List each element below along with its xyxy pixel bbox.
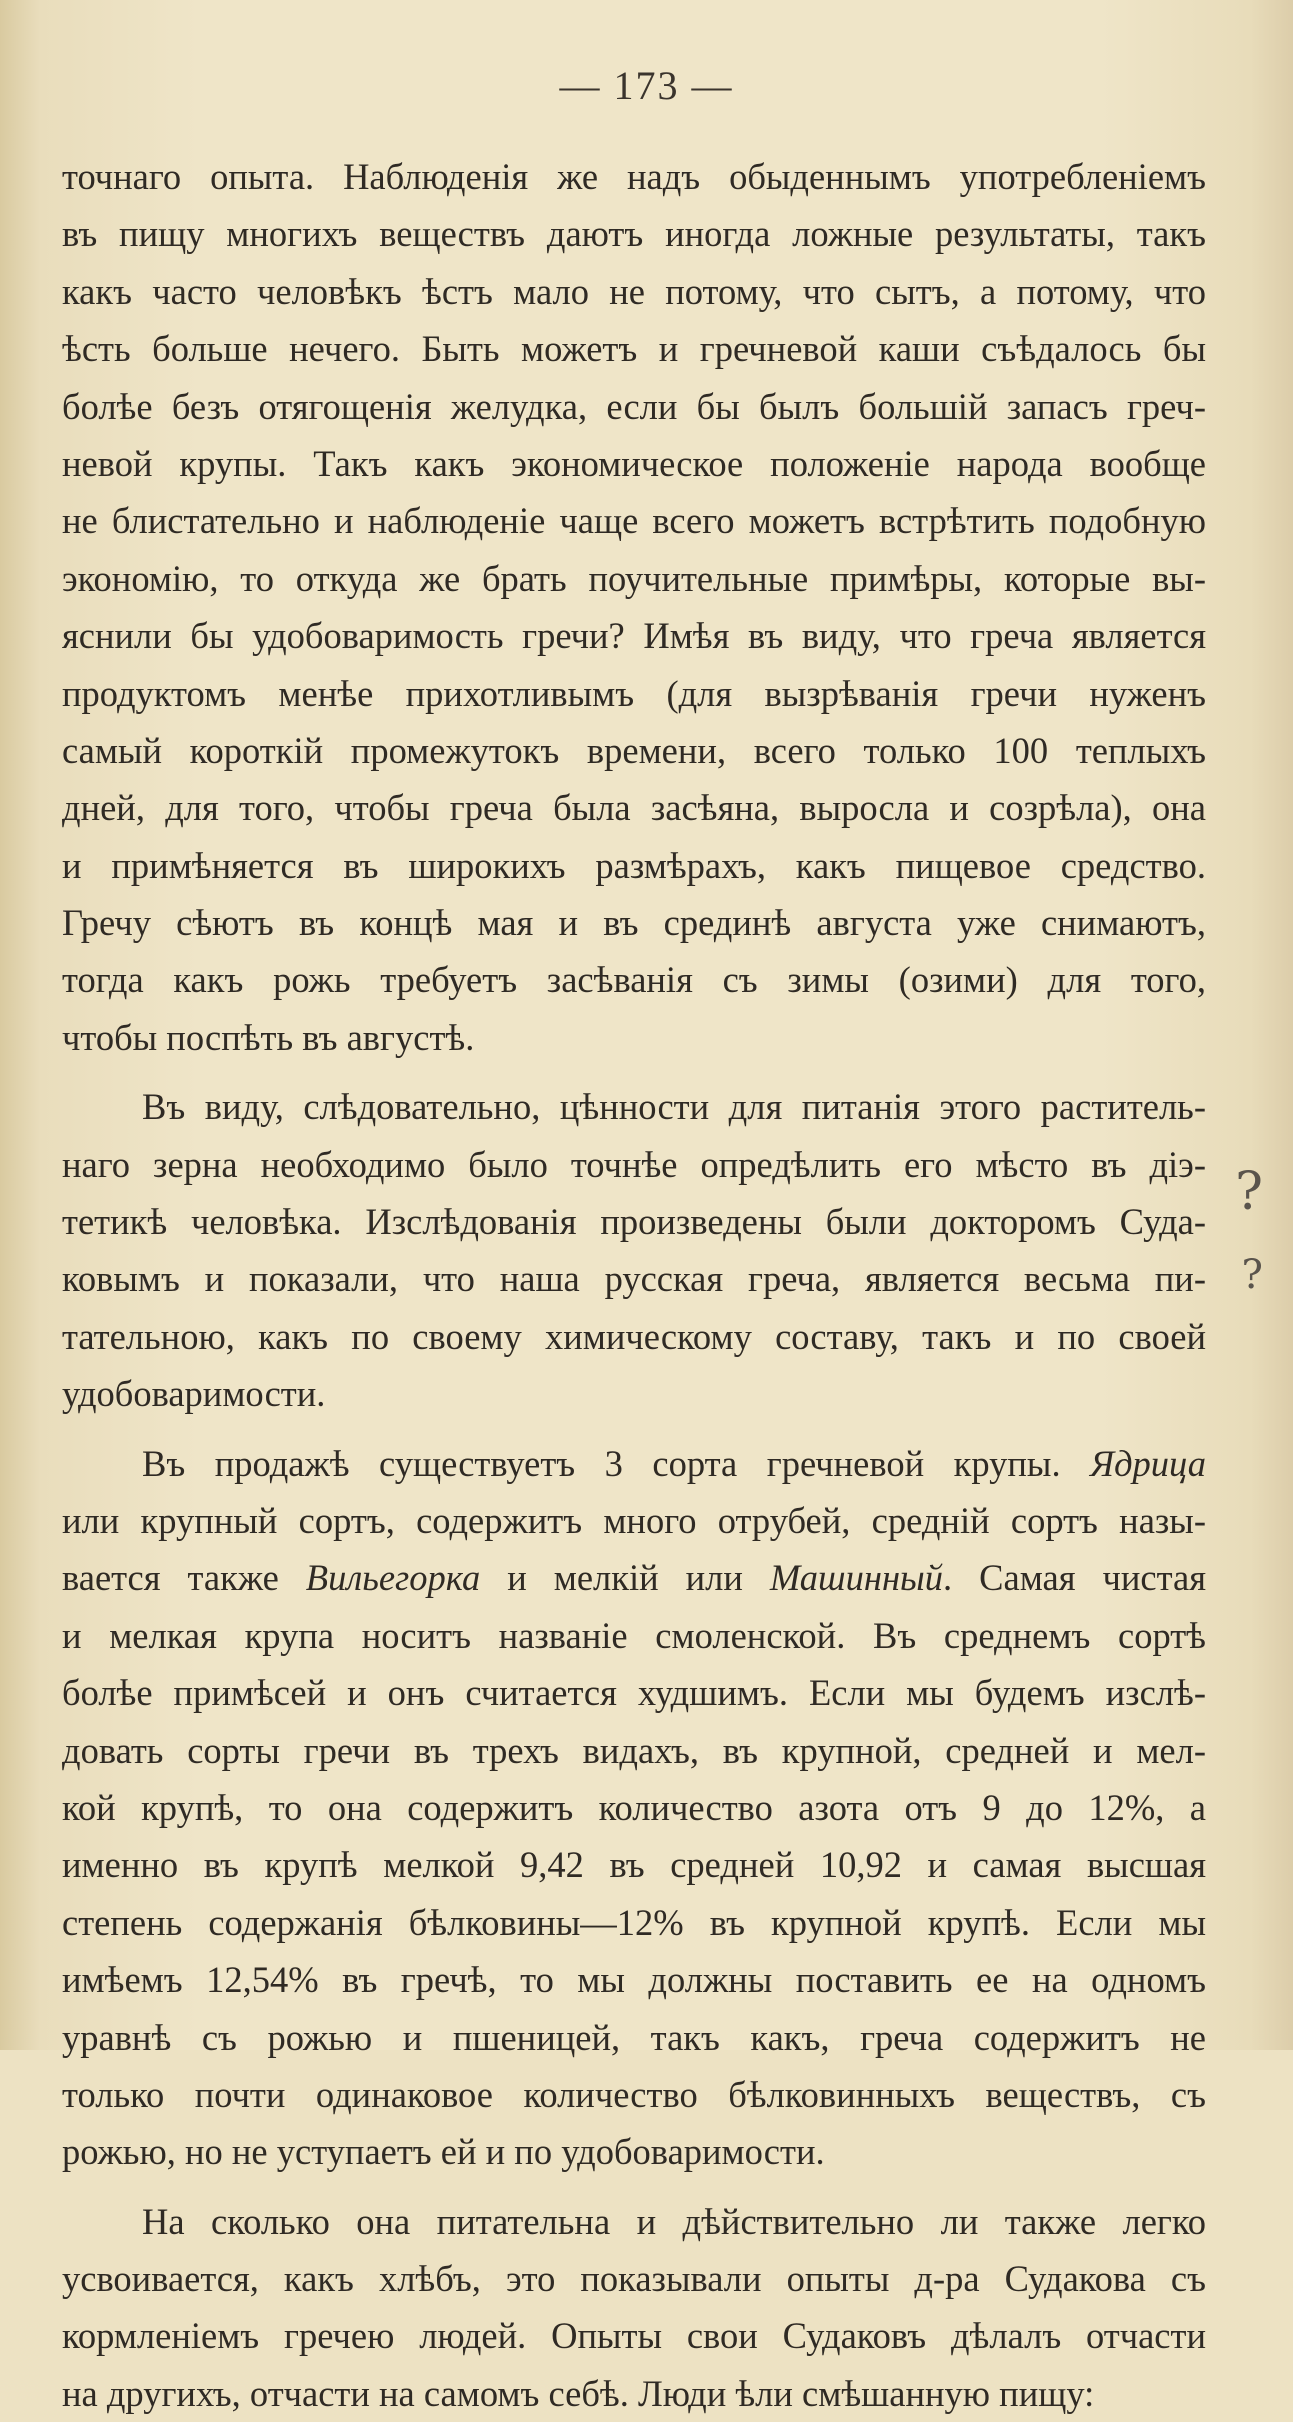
italic-term: Машинный	[769, 1557, 944, 1599]
text-line	[62, 2307, 1206, 2364]
text-segment: . Самая чистая	[943, 1557, 1206, 1599]
text-segment: степень содержанія бѣлковины—12% въ крупной крупѣ. Если мы	[62, 1901, 1206, 1943]
text-segment: продуктомъ менѣе прихотливымъ (для вызрѣванія гречи нуженъ	[62, 672, 1206, 714]
text-line	[62, 148, 1206, 205]
text-segment: не блистательно и наблюденіе чаще всего можетъ встрѣтить подобную	[62, 500, 1206, 542]
text-line	[62, 1894, 1206, 1951]
text-line	[62, 837, 1206, 894]
margin-note-question: ?	[1235, 1162, 1263, 1222]
text-segment: точнаго опыта. Наблюденія же надъ обыденнымъ употребленіемъ	[62, 156, 1206, 197]
text-segment: имѣемъ 12,54% въ гречѣ, то мы должны поставить ее на одномъ	[62, 1959, 1206, 2001]
text-line	[62, 2250, 1206, 2307]
text-line	[62, 665, 1206, 722]
text-segment: именно въ крупѣ мелкой 9,42 въ средней 10,92 и самая высшая	[62, 1844, 1206, 1886]
text-segment: тательною, какъ по своему химическому составу, такъ и по своей	[62, 1315, 1206, 1357]
text-line	[62, 492, 1206, 549]
text-segment: въ пищу многихъ веществъ даютъ иногда ложные результаты, такъ	[62, 213, 1206, 255]
text-line	[62, 1308, 1206, 1365]
text-line	[62, 1078, 1206, 1135]
text-segment: тогда какъ рожь требуетъ засѣванія съ зимы (озими) для того,	[62, 959, 1206, 1001]
text-line	[62, 1492, 1206, 1549]
text-segment: наго зерна необходимо было точнѣе опредѣлить его мѣсто въ діэ-	[62, 1143, 1206, 1185]
text-segment: Въ виду, слѣдовательно, цѣнности для питанія этого раститель-	[142, 1086, 1206, 1128]
text-segment: дней, для того, чтобы греча была засѣяна, выросла и созрѣла), она	[62, 787, 1206, 829]
text-segment: тетикѣ человѣка. Изслѣдованія произведены были докторомъ Суда-	[62, 1201, 1206, 1243]
text-segment: болѣе безъ отягощенія желудка, если бы былъ большій запасъ греч-	[62, 385, 1206, 427]
text-segment: и мелкій или	[480, 1557, 770, 1599]
page-number: — 173 —	[559, 63, 734, 108]
text-segment: кормленіемъ гречею людей. Опыты свои Судаковъ дѣлалъ отчасти	[62, 2315, 1206, 2357]
text-line	[62, 2123, 1206, 2180]
text-line	[62, 1779, 1206, 1836]
text-segment: На сколько она питательна и дѣйствительно ли также легко	[142, 2200, 1206, 2242]
paragraph-gap	[62, 1423, 1206, 1435]
text-segment: Гречу сѣютъ въ концѣ мая и въ срединѣ августа уже снимаютъ,	[62, 902, 1206, 944]
margin-note-question-2: ?	[1241, 1252, 1263, 1298]
text-segment: рожью, но не уступаетъ ей и по удобоваримости.	[62, 2131, 825, 2173]
text-segment: яснили бы удобоваримость гречи? Имѣя въ виду, что греча является	[62, 615, 1206, 657]
text-line	[62, 894, 1206, 951]
text-line	[62, 722, 1206, 779]
text-line	[62, 2066, 1206, 2123]
text-segment: экономію, то откуда же брать поучительные примѣры, которые вы-	[62, 557, 1206, 599]
text-line	[62, 2365, 1206, 2422]
text-line	[62, 2009, 1206, 2066]
text-segment: только почти одинаковое количество бѣлковинныхъ веществъ, съ	[62, 2073, 1206, 2115]
text-line	[62, 607, 1206, 664]
paragraph-gap	[62, 2181, 1206, 2193]
text-segment: усвоивается, какъ хлѣбъ, это показывали опыты д-ра Судакова съ	[62, 2258, 1206, 2300]
text-line	[62, 1365, 1206, 1422]
text-segment: вается также	[62, 1557, 306, 1599]
text-line	[62, 1435, 1206, 1492]
text-line	[62, 205, 1206, 262]
text-line	[62, 1009, 1206, 1066]
text-segment: и мелкая крупа носитъ названіе смоленской. Въ среднемъ сортѣ	[62, 1614, 1206, 1656]
text-line	[62, 1722, 1206, 1779]
text-line	[62, 779, 1206, 836]
text-line	[62, 320, 1206, 377]
paragraph-gap	[62, 1066, 1206, 1078]
text-segment: болѣе примѣсей и онъ считается худшимъ. Если мы будемъ изслѣ-	[62, 1672, 1206, 1714]
text-segment: самый короткій промежутокъ времени, всего только 100 теплыхъ	[62, 729, 1206, 771]
text-line	[62, 1664, 1206, 1721]
text-segment: какъ часто человѣкъ ѣстъ мало не потому, что сытъ, а потому, что	[62, 270, 1206, 312]
text-segment: на другихъ, отчасти на самомъ себѣ. Люди ѣли смѣшанную пищу:	[62, 2372, 1095, 2414]
text-line	[62, 1836, 1206, 1893]
text-line	[62, 951, 1206, 1008]
text-segment: Въ продажѣ существуетъ 3 сорта гречневой крупы.	[142, 1442, 1091, 1484]
text-line	[62, 1193, 1206, 1250]
text-segment: уравнѣ съ рожью и пшеницей, такъ какъ, греча содержитъ не	[62, 2016, 1206, 2058]
page-text	[62, 148, 1206, 2422]
italic-term: Вильегорка	[305, 1557, 481, 1599]
text-line	[62, 1607, 1206, 1664]
text-line	[62, 1136, 1206, 1193]
text-line	[62, 1250, 1206, 1307]
text-segment: кой крупѣ, то она содержитъ количество азота отъ 9 до 12%, а	[62, 1786, 1206, 1828]
text-segment: или крупный сортъ, содержитъ много отрубей, средній сортъ назы-	[62, 1499, 1206, 1541]
text-line	[62, 1549, 1206, 1606]
text-line	[62, 2193, 1206, 2250]
text-line	[62, 435, 1206, 492]
text-segment: невой крупы. Такъ какъ экономическое положеніе народа вообще	[62, 442, 1206, 484]
text-line	[62, 1951, 1206, 2008]
italic-term: Ядрица	[1090, 1442, 1206, 1484]
text-segment: чтобы поспѣть въ августѣ.	[62, 1016, 475, 1058]
text-segment: ѣсть больше нечего. Быть можетъ и гречневой каши съѣдалось бы	[62, 328, 1206, 370]
text-line	[62, 263, 1206, 320]
text-line	[62, 550, 1206, 607]
text-segment: ковымъ и показали, что наша русская греча, является весьма пи-	[62, 1258, 1206, 1300]
text-segment: и примѣняется въ широкихъ размѣрахъ, какъ пищевое средство.	[62, 844, 1206, 886]
text-line	[62, 378, 1206, 435]
text-segment: довать сорты гречи въ трехъ видахъ, въ крупной, средней и мел-	[62, 1729, 1206, 1771]
text-segment: удобоваримости.	[62, 1373, 326, 1415]
